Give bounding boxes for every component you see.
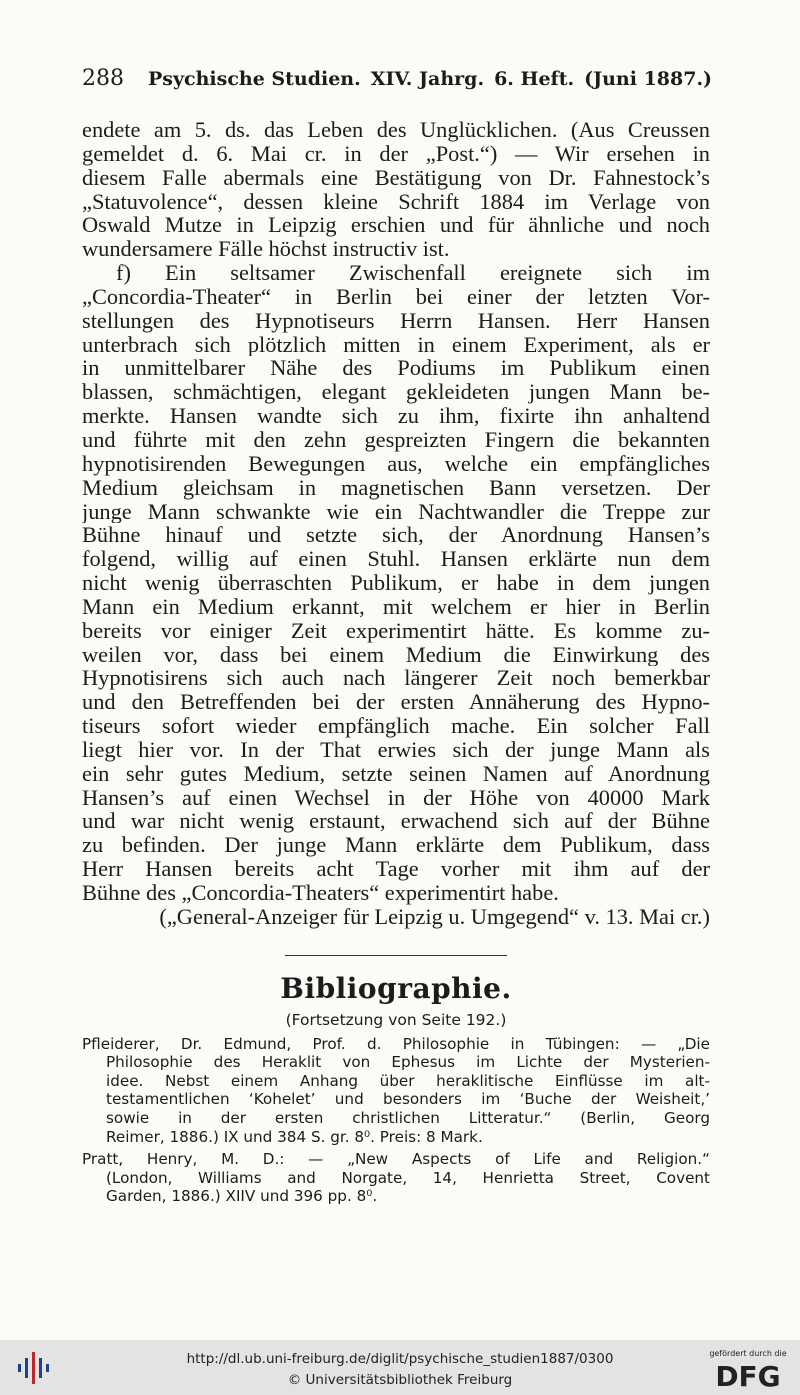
entry-line: idee. Nebst einem Anhang über heraklitische Einflüsse im alt-: [106, 1071, 710, 1090]
source-citation: („General-Anzeiger für Leipzig u. Umgegend“ v. 13. Mai cr.): [159, 904, 710, 929]
bibliography-entry: [82, 1035, 710, 1147]
entry-line: Philosophie des Heraklit von Ephesus im Lichte der Mysterien-: [106, 1053, 710, 1072]
text-line: wundersamere Fälle höchst instructiv ist.: [82, 237, 450, 262]
text-line: gemeldet d. 6. Mai cr. in der „Post.“) — Wir ersehen in: [82, 141, 710, 166]
copyright-notice: © Universitätsbibliothek Freiburg: [287, 1372, 513, 1388]
text-line: Medium gleichsam in magnetischen Bann versetzen. Der: [82, 475, 710, 500]
bibliography-entry: [82, 1150, 710, 1206]
dfg-wordmark: DFG: [715, 1360, 781, 1390]
section-title: Bibliographie.: [280, 971, 512, 1005]
viewer-footer: [0, 1340, 800, 1395]
text-line: diesem Falle abermals eine Bestätigung von Dr. Fahnestock’s: [82, 165, 710, 190]
text-line: bereits vor einiger Zeit experimentirt hätte. Es komme zu-: [82, 618, 710, 643]
entry-line: Garden, 1886.) XIIV und 396 pp. 8⁰.: [106, 1187, 378, 1206]
text-line: folgend, willig auf einen Stuhl. Hansen erklärte nun dem: [82, 547, 710, 572]
issue: 6. Heft.: [494, 68, 575, 90]
text-line: ein sehr gutes Medium, setzte seinen Namen auf Anordnung: [82, 761, 710, 786]
volume: XIV. Jahrg.: [370, 68, 485, 90]
text-line: weilen vor, dass bei einem Medium die Einwirkung des: [82, 642, 710, 667]
text-line: Hansen’s auf einen Wechsel in der Höhe von 40000 Mark: [82, 785, 710, 810]
text-line: zu befinden. Der junge Mann erklärte dem Publikum, dass: [82, 833, 710, 858]
text-line: stellungen des Hypnotiseurs Herrn Hansen. Herr Hansen: [82, 308, 710, 333]
text-line: merkte. Hansen wandte sich zu ihm, fixirte ihn anhaltend: [82, 404, 710, 428]
entry-line: testamentlichen ‘Kohelet’ und besonders im ‘Buche der Weisheit,’: [106, 1090, 710, 1109]
text-line: „Statuvolence“, dessen kleine Schrift 1884 im Verlage von: [82, 189, 710, 214]
bibliography-list: [82, 1035, 710, 1206]
entry-line: Pratt, Henry, M. D.: — „New Aspects of Life and Religion.“: [82, 1150, 710, 1169]
entry-line: Reimer, 1886.) IX und 384 S. gr. 8⁰. Preis: 8 Mark.: [106, 1127, 483, 1146]
page-number: 288: [82, 66, 124, 91]
text-line: blassen, schmächtigen, elegant gekleideten jungen Mann be-: [82, 380, 710, 405]
dfg-funding-note: gefördert durch die: [709, 1349, 787, 1358]
section-subtitle: (Fortsetzung von Seite 192.): [285, 1010, 507, 1029]
text-line: endete am 5. ds. das Leben des Unglücklichen. (Aus Creussen: [82, 118, 710, 142]
entry-line: (London, Williams and Norgate, 14, Henrietta Street, Covent: [106, 1168, 710, 1187]
text-line: Herr Hansen bereits acht Tage vorher mit ihm auf der: [82, 857, 710, 881]
issue-date: (Juni 1887.): [584, 68, 713, 90]
text-line: hypnotisirenden Bewegungen aus, welche ein empfängliches: [82, 451, 710, 476]
text-line: und war nicht wenig erstaunt, erwachend sich auf der Bühne: [82, 809, 710, 834]
permalink[interactable]: http://dl.ub.uni-freiburg.de/diglit/psychische_studien1887/0300: [186, 1351, 614, 1367]
text-line: „Concordia-Theater“ in Berlin bei einer der letzten Vor-: [82, 284, 710, 309]
entry-line: sowie in der ersten christlichen Litteratur.“ (Berlin, Georg: [106, 1109, 710, 1128]
text-line: Mann ein Medium erkannt, mit welchem er hier in Berlin: [82, 594, 710, 619]
entry-line: Pfleiderer, Dr. Edmund, Prof. d. Philosophie in Tübingen: — „Die: [82, 1034, 710, 1053]
text-line: Bühne hinauf und setzte sich, der Anordnung Hansen’s: [82, 523, 710, 548]
text-line: in unmittelbarer Nähe des Podiums im Publikum einen: [82, 356, 710, 381]
text-line: nicht wenig überraschten Publikum, er habe in dem jungen: [82, 571, 710, 595]
text-line: Bühne des „Concordia-Theaters“ experimentirt habe.: [82, 881, 559, 905]
article-body: [82, 118, 710, 1206]
paragraph-2: [82, 261, 710, 905]
text-line: Oswald Mutze in Leipzig erschien und für ähnliche und noch: [82, 213, 710, 238]
journal-title: Psychische Studien.: [148, 68, 361, 90]
text-line: tiseurs sofort wieder empfänglich mache. Ein solcher Fall: [82, 714, 710, 738]
running-header: [82, 66, 712, 91]
text-line: unterbrach sich plötzlich mitten in einem Experiment, als er: [82, 332, 710, 357]
dfg-logo: [706, 1346, 790, 1390]
text-line: und führte mit den zehn gespreizten Fingern die bekannten: [82, 427, 710, 452]
text-line: liegt hier vor. In der That erwies sich der junge Mann als: [82, 737, 710, 762]
text-line: junge Mann schwankte wie ein Nachtwandler die Treppe zur: [82, 499, 710, 524]
text-line: Hypnotisirens sich auch nach längerer Zeit noch bemerkbar: [82, 666, 710, 691]
text-line: und den Betreffenden bei der ersten Annäherung des Hypno-: [82, 690, 710, 715]
text-line: f) Ein seltsamer Zwischenfall ereignete sich im: [116, 261, 710, 285]
section-divider: [285, 955, 507, 956]
paragraph-1: [82, 118, 710, 261]
